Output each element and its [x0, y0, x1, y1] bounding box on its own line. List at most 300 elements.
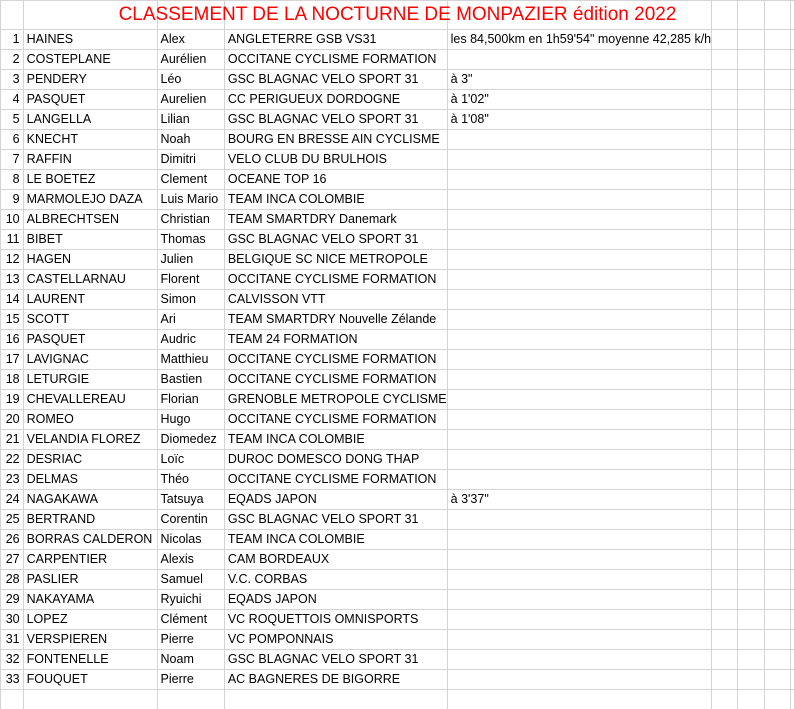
cell[interactable] [790, 190, 794, 210]
cell[interactable] [712, 610, 738, 630]
note-cell[interactable] [447, 670, 711, 690]
cell[interactable] [738, 390, 764, 410]
note-cell[interactable] [447, 250, 711, 270]
team-cell[interactable] [224, 90, 447, 110]
first-name-cell[interactable] [157, 190, 224, 210]
cell[interactable] [790, 130, 794, 150]
first-name-cell[interactable] [157, 210, 224, 230]
cell[interactable] [712, 690, 738, 709]
first-name-cell[interactable] [157, 390, 224, 410]
cell[interactable] [790, 370, 794, 390]
cell[interactable] [712, 110, 738, 130]
first-name-cell[interactable] [157, 350, 224, 370]
team-cell[interactable] [224, 350, 447, 370]
cell[interactable] [790, 510, 794, 530]
cell[interactable] [447, 690, 711, 709]
cell[interactable] [712, 510, 738, 530]
rank-cell[interactable] [1, 270, 24, 290]
first-name-cell[interactable] [157, 110, 224, 130]
cell[interactable] [764, 170, 790, 190]
cell[interactable] [790, 230, 794, 250]
last-name-cell[interactable] [23, 250, 157, 270]
cell[interactable] [764, 670, 790, 690]
cell[interactable] [157, 690, 224, 709]
cell[interactable] [764, 110, 790, 130]
team-cell[interactable] [224, 210, 447, 230]
cell[interactable] [712, 570, 738, 590]
cell[interactable] [790, 90, 794, 110]
cell[interactable] [738, 210, 764, 230]
cell[interactable] [712, 290, 738, 310]
note-cell[interactable] [447, 290, 711, 310]
cell[interactable] [764, 690, 790, 709]
cell[interactable] [712, 370, 738, 390]
first-name-cell[interactable] [157, 490, 224, 510]
last-name-cell[interactable] [23, 90, 157, 110]
cell[interactable] [738, 650, 764, 670]
cell[interactable] [23, 1, 157, 30]
first-name-cell[interactable] [157, 650, 224, 670]
cell[interactable] [712, 530, 738, 550]
rank-cell[interactable] [1, 230, 24, 250]
cell[interactable] [738, 630, 764, 650]
first-name-cell[interactable] [157, 170, 224, 190]
cell[interactable] [712, 550, 738, 570]
team-cell[interactable] [224, 370, 447, 390]
rank-cell[interactable] [1, 410, 24, 430]
first-name-cell[interactable] [157, 590, 224, 610]
first-name-cell[interactable] [157, 630, 224, 650]
team-cell[interactable] [224, 290, 447, 310]
first-name-cell[interactable] [157, 310, 224, 330]
rank-cell[interactable] [1, 330, 24, 350]
cell[interactable] [1, 1, 24, 30]
cell[interactable] [790, 630, 794, 650]
team-cell[interactable] [224, 130, 447, 150]
team-cell[interactable] [224, 590, 447, 610]
cell[interactable] [764, 630, 790, 650]
rank-cell[interactable] [1, 90, 24, 110]
team-cell[interactable] [224, 190, 447, 210]
cell[interactable] [790, 450, 794, 470]
last-name-cell[interactable] [23, 110, 157, 130]
cell[interactable] [712, 50, 738, 70]
cell[interactable] [712, 310, 738, 330]
cell[interactable] [712, 410, 738, 430]
cell[interactable] [764, 330, 790, 350]
team-cell[interactable] [224, 110, 447, 130]
note-cell[interactable] [447, 150, 711, 170]
cell[interactable] [790, 310, 794, 330]
cell[interactable] [764, 530, 790, 550]
cell[interactable] [764, 510, 790, 530]
cell[interactable] [764, 310, 790, 330]
team-cell[interactable] [224, 390, 447, 410]
cell[interactable] [738, 290, 764, 310]
first-name-cell[interactable] [157, 270, 224, 290]
rank-cell[interactable] [1, 390, 24, 410]
cell[interactable] [712, 350, 738, 370]
cell[interactable] [790, 470, 794, 490]
cell[interactable] [738, 230, 764, 250]
cell[interactable] [764, 350, 790, 370]
rank-cell[interactable] [1, 30, 24, 50]
cell[interactable] [738, 490, 764, 510]
team-cell[interactable] [224, 70, 447, 90]
first-name-cell[interactable] [157, 670, 224, 690]
rank-cell[interactable] [1, 370, 24, 390]
cell[interactable] [712, 250, 738, 270]
cell[interactable] [738, 110, 764, 130]
cell[interactable] [764, 50, 790, 70]
team-cell[interactable] [224, 670, 447, 690]
rank-cell[interactable] [1, 150, 24, 170]
first-name-cell[interactable] [157, 430, 224, 450]
cell[interactable] [790, 1, 794, 30]
cell[interactable] [738, 410, 764, 430]
last-name-cell[interactable] [23, 590, 157, 610]
cell[interactable] [157, 1, 224, 30]
cell[interactable] [738, 170, 764, 190]
cell[interactable] [790, 350, 794, 370]
rank-cell[interactable] [1, 250, 24, 270]
rank-cell[interactable] [1, 530, 24, 550]
note-cell[interactable] [447, 370, 711, 390]
team-cell[interactable] [224, 170, 447, 190]
cell[interactable] [738, 270, 764, 290]
team-cell[interactable] [224, 510, 447, 530]
cell[interactable] [738, 550, 764, 570]
last-name-cell[interactable] [23, 70, 157, 90]
cell[interactable] [790, 250, 794, 270]
first-name-cell[interactable] [157, 250, 224, 270]
rank-cell[interactable] [1, 290, 24, 310]
cell[interactable] [738, 190, 764, 210]
cell[interactable] [764, 430, 790, 450]
cell[interactable] [712, 230, 738, 250]
cell[interactable] [764, 230, 790, 250]
team-cell[interactable] [224, 410, 447, 430]
cell[interactable] [712, 670, 738, 690]
cell[interactable] [447, 1, 711, 30]
cell[interactable] [764, 150, 790, 170]
cell[interactable] [790, 110, 794, 130]
last-name-cell[interactable] [23, 470, 157, 490]
last-name-cell[interactable] [23, 570, 157, 590]
cell[interactable] [790, 570, 794, 590]
cell[interactable] [764, 490, 790, 510]
team-cell[interactable] [224, 490, 447, 510]
rank-cell[interactable] [1, 470, 24, 490]
cell[interactable] [712, 210, 738, 230]
cell[interactable] [712, 190, 738, 210]
note-cell[interactable] [447, 170, 711, 190]
rank-cell[interactable] [1, 350, 24, 370]
note-cell[interactable] [447, 590, 711, 610]
last-name-cell[interactable] [23, 50, 157, 70]
rank-cell[interactable] [1, 550, 24, 570]
team-cell[interactable] [224, 630, 447, 650]
note-cell[interactable] [447, 230, 711, 250]
rank-cell[interactable] [1, 650, 24, 670]
last-name-cell[interactable] [23, 410, 157, 430]
cell[interactable] [790, 390, 794, 410]
first-name-cell[interactable] [157, 50, 224, 70]
last-name-cell[interactable] [23, 370, 157, 390]
cell[interactable] [764, 610, 790, 630]
rank-cell[interactable] [1, 110, 24, 130]
cell[interactable] [790, 610, 794, 630]
first-name-cell[interactable] [157, 90, 224, 110]
cell[interactable] [764, 250, 790, 270]
cell[interactable] [738, 1, 764, 30]
cell[interactable] [712, 390, 738, 410]
note-cell[interactable] [447, 610, 711, 630]
first-name-cell[interactable] [157, 510, 224, 530]
cell[interactable] [224, 690, 447, 709]
cell[interactable] [712, 330, 738, 350]
first-name-cell[interactable] [157, 150, 224, 170]
cell[interactable] [1, 690, 24, 709]
last-name-cell[interactable] [23, 310, 157, 330]
last-name-cell[interactable] [23, 30, 157, 50]
first-name-cell[interactable] [157, 410, 224, 430]
last-name-cell[interactable] [23, 290, 157, 310]
cell[interactable] [738, 30, 764, 50]
note-cell[interactable] [447, 550, 711, 570]
cell[interactable] [764, 210, 790, 230]
note-cell[interactable] [447, 30, 711, 50]
cell[interactable] [764, 410, 790, 430]
cell[interactable] [712, 30, 738, 50]
cell[interactable] [712, 170, 738, 190]
cell[interactable] [712, 1, 738, 30]
cell[interactable] [764, 450, 790, 470]
cell[interactable] [790, 590, 794, 610]
cell[interactable] [790, 50, 794, 70]
cell[interactable] [712, 450, 738, 470]
rank-cell[interactable] [1, 310, 24, 330]
cell[interactable] [764, 1, 790, 30]
cell[interactable] [738, 70, 764, 90]
note-cell[interactable] [447, 410, 711, 430]
note-cell[interactable] [447, 510, 711, 530]
cell[interactable] [764, 590, 790, 610]
first-name-cell[interactable] [157, 610, 224, 630]
cell[interactable] [790, 410, 794, 430]
cell[interactable] [764, 30, 790, 50]
cell[interactable] [738, 590, 764, 610]
note-cell[interactable] [447, 110, 711, 130]
cell[interactable] [764, 390, 790, 410]
note-cell[interactable] [447, 390, 711, 410]
cell[interactable] [738, 130, 764, 150]
cell[interactable] [738, 350, 764, 370]
team-cell[interactable] [224, 330, 447, 350]
rank-cell[interactable] [1, 430, 24, 450]
cell[interactable] [712, 630, 738, 650]
cell[interactable] [790, 150, 794, 170]
team-cell[interactable] [224, 650, 447, 670]
note-cell[interactable] [447, 650, 711, 670]
team-cell[interactable] [224, 530, 447, 550]
cell[interactable] [23, 690, 157, 709]
cell[interactable] [764, 270, 790, 290]
cell[interactable] [790, 550, 794, 570]
cell[interactable] [790, 270, 794, 290]
rank-cell[interactable] [1, 490, 24, 510]
cell[interactable] [790, 170, 794, 190]
cell[interactable] [712, 70, 738, 90]
cell[interactable] [790, 30, 794, 50]
cell[interactable] [764, 70, 790, 90]
rank-cell[interactable] [1, 70, 24, 90]
cell[interactable] [712, 590, 738, 610]
last-name-cell[interactable] [23, 490, 157, 510]
last-name-cell[interactable] [23, 190, 157, 210]
rank-cell[interactable] [1, 510, 24, 530]
cell[interactable] [790, 650, 794, 670]
cell[interactable] [712, 90, 738, 110]
first-name-cell[interactable] [157, 570, 224, 590]
rank-cell[interactable] [1, 590, 24, 610]
cell[interactable] [738, 430, 764, 450]
note-cell[interactable] [447, 570, 711, 590]
rank-cell[interactable] [1, 570, 24, 590]
cell[interactable] [738, 470, 764, 490]
cell[interactable] [738, 670, 764, 690]
cell[interactable] [764, 90, 790, 110]
last-name-cell[interactable] [23, 650, 157, 670]
cell[interactable] [738, 610, 764, 630]
last-name-cell[interactable] [23, 610, 157, 630]
cell[interactable] [764, 570, 790, 590]
cell[interactable] [764, 550, 790, 570]
cell[interactable] [764, 370, 790, 390]
first-name-cell[interactable] [157, 130, 224, 150]
team-cell[interactable] [224, 230, 447, 250]
cell[interactable] [224, 1, 447, 30]
last-name-cell[interactable] [23, 270, 157, 290]
cell[interactable] [790, 290, 794, 310]
note-cell[interactable] [447, 490, 711, 510]
cell[interactable] [738, 50, 764, 70]
cell[interactable] [712, 150, 738, 170]
note-cell[interactable] [447, 530, 711, 550]
cell[interactable] [738, 90, 764, 110]
cell[interactable] [738, 570, 764, 590]
last-name-cell[interactable] [23, 350, 157, 370]
first-name-cell[interactable] [157, 290, 224, 310]
cell[interactable] [790, 490, 794, 510]
last-name-cell[interactable] [23, 510, 157, 530]
last-name-cell[interactable] [23, 670, 157, 690]
last-name-cell[interactable] [23, 450, 157, 470]
rank-cell[interactable] [1, 50, 24, 70]
cell[interactable] [738, 310, 764, 330]
cell[interactable] [764, 290, 790, 310]
rank-cell[interactable] [1, 670, 24, 690]
team-cell[interactable] [224, 150, 447, 170]
cell[interactable] [712, 470, 738, 490]
cell[interactable] [764, 470, 790, 490]
first-name-cell[interactable] [157, 550, 224, 570]
first-name-cell[interactable] [157, 30, 224, 50]
last-name-cell[interactable] [23, 330, 157, 350]
first-name-cell[interactable] [157, 530, 224, 550]
rank-cell[interactable] [1, 170, 24, 190]
cell[interactable] [712, 130, 738, 150]
last-name-cell[interactable] [23, 390, 157, 410]
rank-cell[interactable] [1, 450, 24, 470]
first-name-cell[interactable] [157, 470, 224, 490]
team-cell[interactable] [224, 50, 447, 70]
first-name-cell[interactable] [157, 330, 224, 350]
cell[interactable] [790, 210, 794, 230]
cell[interactable] [764, 130, 790, 150]
note-cell[interactable] [447, 630, 711, 650]
cell[interactable] [790, 690, 794, 709]
last-name-cell[interactable] [23, 630, 157, 650]
cell[interactable] [790, 530, 794, 550]
last-name-cell[interactable] [23, 210, 157, 230]
team-cell[interactable] [224, 30, 447, 50]
cell[interactable] [738, 690, 764, 709]
team-cell[interactable] [224, 550, 447, 570]
cell[interactable] [738, 150, 764, 170]
rank-cell[interactable] [1, 190, 24, 210]
cell[interactable] [712, 490, 738, 510]
note-cell[interactable] [447, 470, 711, 490]
cell[interactable] [790, 330, 794, 350]
last-name-cell[interactable] [23, 150, 157, 170]
note-cell[interactable] [447, 130, 711, 150]
rank-cell[interactable] [1, 130, 24, 150]
rank-cell[interactable] [1, 210, 24, 230]
note-cell[interactable] [447, 430, 711, 450]
first-name-cell[interactable] [157, 370, 224, 390]
last-name-cell[interactable] [23, 430, 157, 450]
team-cell[interactable] [224, 250, 447, 270]
cell[interactable] [790, 670, 794, 690]
first-name-cell[interactable] [157, 450, 224, 470]
cell[interactable] [764, 650, 790, 670]
cell[interactable] [738, 330, 764, 350]
note-cell[interactable] [447, 330, 711, 350]
team-cell[interactable] [224, 310, 447, 330]
cell[interactable] [738, 250, 764, 270]
team-cell[interactable] [224, 430, 447, 450]
team-cell[interactable] [224, 470, 447, 490]
first-name-cell[interactable] [157, 230, 224, 250]
cell[interactable] [738, 450, 764, 470]
team-cell[interactable] [224, 450, 447, 470]
last-name-cell[interactable] [23, 530, 157, 550]
note-cell[interactable] [447, 270, 711, 290]
team-cell[interactable] [224, 610, 447, 630]
cell[interactable] [790, 70, 794, 90]
cell[interactable] [738, 510, 764, 530]
rank-cell[interactable] [1, 630, 24, 650]
note-cell[interactable] [447, 190, 711, 210]
note-cell[interactable] [447, 50, 711, 70]
cell[interactable] [738, 370, 764, 390]
note-cell[interactable] [447, 90, 711, 110]
last-name-cell[interactable] [23, 170, 157, 190]
rank-cell[interactable] [1, 610, 24, 630]
last-name-cell[interactable] [23, 550, 157, 570]
cell[interactable] [790, 430, 794, 450]
